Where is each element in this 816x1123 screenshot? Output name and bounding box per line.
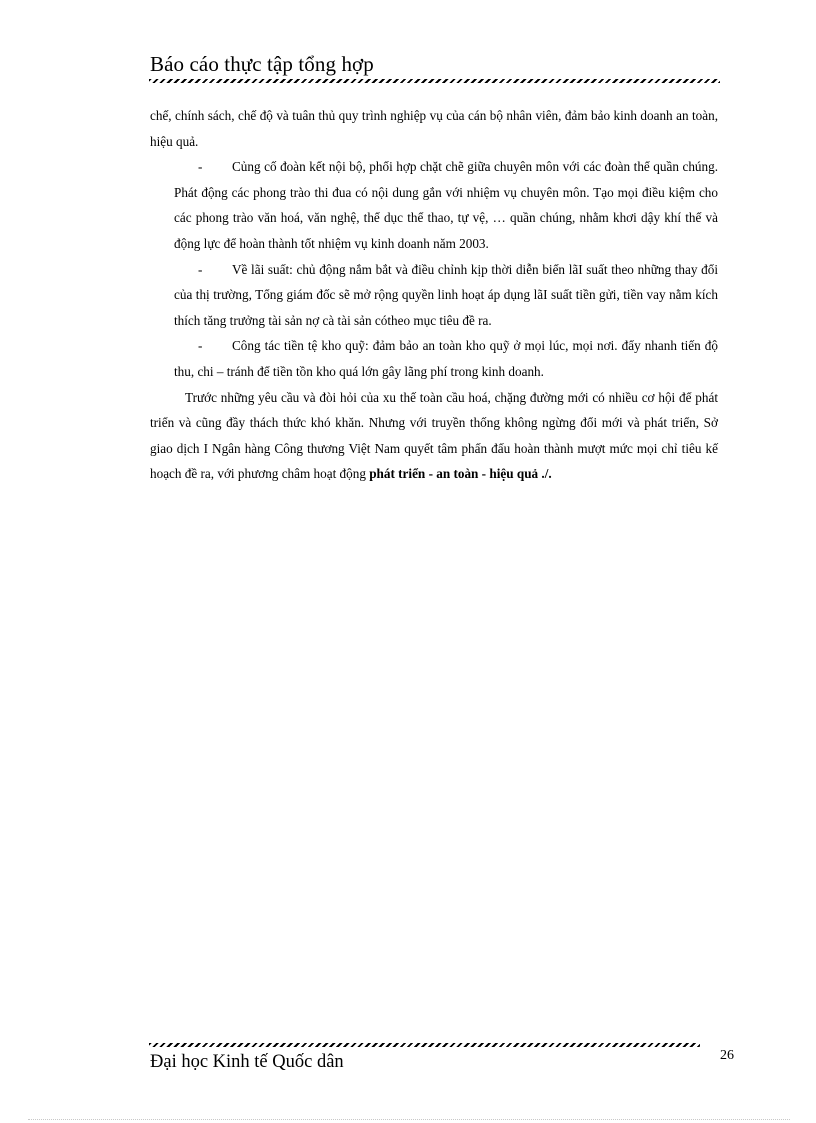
intro-paragraph: chế, chính sách, chế độ và tuân thủ quy trình nghiệp vụ của cán bộ nhân viên, đảm bảo kinh doanh an toàn, hiệu quả. <box>150 108 718 149</box>
footer-title: Đại học Kinh tế Quốc dân <box>150 1052 344 1072</box>
closing-end: ./. <box>538 466 552 482</box>
body-text <box>150 103 718 487</box>
closing-motto: phát triển - an toàn - hiệu quả <box>369 466 539 482</box>
page-bottom-border <box>28 1119 790 1120</box>
bullet-item-2 <box>150 257 718 334</box>
footer-divider <box>149 1043 700 1047</box>
bullet-dash: - <box>198 261 203 277</box>
bullet-dash: - <box>198 159 203 175</box>
header-divider <box>149 79 720 83</box>
bullet-paragraph <box>174 333 718 384</box>
bullet-item-3 <box>150 333 718 384</box>
bullet-paragraph <box>174 154 718 256</box>
page-number: 26 <box>720 1048 734 1063</box>
closing-paragraph <box>150 385 718 487</box>
header-title: Báo cáo thực tập tổng hợp <box>150 52 374 76</box>
bullet-paragraph <box>174 257 718 334</box>
bullet-item-1 <box>150 154 718 256</box>
bullet-dash: - <box>198 338 203 354</box>
bullet-text: Công tác tiền tệ kho quỹ: đảm bảo an toàn kho quỹ ở mọi lúc, mọi nơi. đẩy nhanh tiến độ thu, chi – tránh để tiền tồn kho quá lớn gây lãng phí trong kinh doanh. <box>174 338 718 379</box>
bullet-text: Về lãi suất: chủ động nắm bắt và điều chỉnh kịp thời diễn biến lãI suất theo những thay đổi của thị trường, Tổng giám đốc sẽ mở rộng quyền linh hoạt áp dụng lãI suất tiền gửi, tiền vay nằm kích thích tăng trưởng tài sản nợ cà tài sản cótheo mục tiêu đề ra. <box>174 261 718 328</box>
closing-text: Trước những yêu cầu và đòi hỏi của xu thế toàn cầu hoá, chặng đường mới có nhiều cơ hội để phát triển và cũng đầy thách thức khó khăn. Nhưng với truyền thống không ngừng đổi mới và phát triển, Sở giao dịch I Ngân hàng Công thương Việt Nam quyết tâm phấn đấu hoàn thành mượt mức mọi chỉ tiêu kế hoạch đề ra, với phương châm hoạt động <box>150 389 718 482</box>
bullet-text: Củng cố đoàn kết nội bộ, phối hợp chặt chẽ giữa chuyên môn với các đoàn thể quần chúng. Phát động các phong trào thi đua có nội dung gắn với nhiệm vụ chuyên môn. Tạo mọi điều kiệm cho các phong trào văn hoá, văn nghệ, thể dục thể thao, tự vệ, … quần chúng, nhằm khơi dậy khí thế và động lực để hoàn thành tốt nhiệm vụ kinh doanh năm 2003. <box>174 159 718 251</box>
